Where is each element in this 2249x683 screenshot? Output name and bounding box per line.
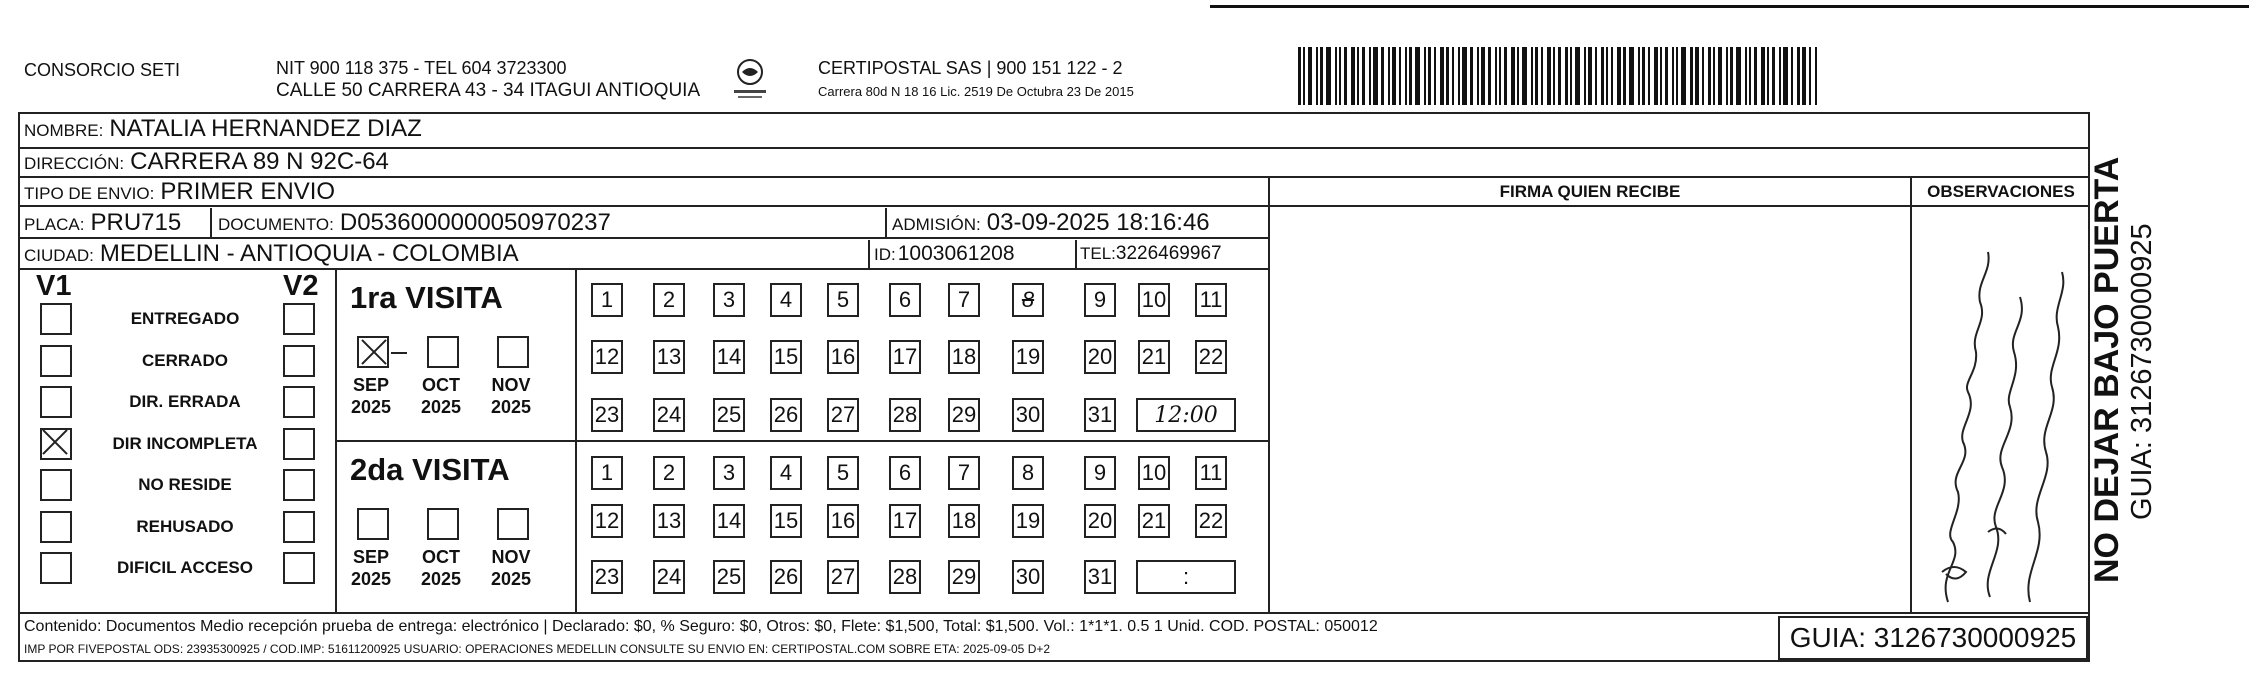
day-box[interactable]: 11	[1195, 283, 1227, 317]
day-box[interactable]: 22	[1195, 504, 1227, 538]
status-label: CERRADO	[142, 351, 228, 370]
status-label: DIR INCOMPLETA	[112, 434, 258, 453]
month-year: 2025	[350, 397, 392, 417]
day-box[interactable]: 15	[770, 340, 802, 374]
barcode-bar	[1558, 47, 1561, 105]
barcode-bar	[1676, 47, 1678, 105]
day-box[interactable]: 27	[827, 398, 859, 432]
status-v1-checkbox[interactable]	[40, 345, 72, 377]
barcode-bar	[1584, 47, 1586, 105]
month-name: OCT	[422, 547, 460, 567]
month-checkbox[interactable]	[497, 336, 529, 368]
no-dejar-warning: NO DEJAR BAJO PUERTA	[2088, 156, 2126, 583]
barcode-bar	[1761, 47, 1765, 105]
barcode-bar	[1783, 47, 1788, 105]
side-guia: GUIA: 3126730000925	[2126, 223, 2158, 520]
day-box[interactable]: 19	[1012, 504, 1044, 538]
nombre-label: NOMBRE:	[24, 121, 104, 140]
placa-label: PLACA:	[24, 215, 85, 234]
barcode-bar	[1638, 47, 1640, 105]
company-name: CONSORCIO SETI	[24, 60, 181, 80]
status-v2-checkbox[interactable]	[283, 428, 315, 460]
barcode-bar	[1298, 47, 1301, 105]
time-box[interactable]: :	[1136, 560, 1236, 594]
barcode-bar	[1754, 47, 1757, 105]
day-box[interactable]: 3	[713, 456, 745, 490]
day-box[interactable]: 1	[591, 456, 623, 490]
day-box[interactable]: 9	[1084, 283, 1116, 317]
signature-area[interactable]	[1272, 208, 1908, 610]
day-box[interactable]: 30	[1012, 560, 1044, 594]
barcode-bar	[1531, 47, 1533, 105]
barcode-bar	[1654, 47, 1658, 105]
admision-label: ADMISIÓN:	[892, 215, 981, 234]
barcode-bar	[1708, 47, 1711, 105]
month-name: NOV	[491, 375, 531, 395]
day-box[interactable]: 25	[713, 560, 745, 594]
day-box[interactable]: 4	[770, 456, 802, 490]
barcode-bar	[1726, 47, 1728, 105]
month-label	[481, 374, 541, 418]
visit-title: 1ra VISITA	[350, 280, 503, 315]
day-box[interactable]: 24	[653, 398, 685, 432]
day-box[interactable]: 23	[591, 560, 623, 594]
month-name: SEP	[352, 375, 390, 395]
day-box[interactable]: 13	[653, 504, 685, 538]
month-year: 2025	[420, 569, 462, 589]
barcode-bar	[1547, 47, 1551, 105]
handwritten-observation-icon	[1918, 212, 2088, 610]
direccion-label: DIRECCIÓN:	[24, 154, 125, 173]
barcode-bar	[1481, 47, 1485, 105]
month-checkbox[interactable]	[497, 508, 529, 540]
barcode-bar	[1373, 47, 1378, 105]
tipo-label: TIPO DE ENVIO:	[24, 184, 155, 203]
barcode-bar	[1629, 47, 1634, 105]
day-box[interactable]: 1	[591, 283, 623, 317]
day-box[interactable]: 11	[1195, 456, 1227, 490]
day-box[interactable]: 21	[1138, 340, 1170, 374]
day-box[interactable]: 23	[591, 398, 623, 432]
status-v2-checkbox[interactable]	[283, 469, 315, 501]
month-label	[411, 546, 471, 590]
barcode-bar	[1570, 47, 1572, 105]
status-v2-checkbox[interactable]	[283, 345, 315, 377]
barcode-bar	[1511, 47, 1515, 105]
barcode-bar	[1535, 47, 1538, 105]
day-box[interactable]: 10	[1138, 283, 1170, 317]
observaciones-header: OBSERVACIONES	[1927, 182, 2075, 201]
barcode-bar	[1339, 47, 1341, 105]
day-box[interactable]: 5	[827, 283, 859, 317]
barcode-bar	[1541, 47, 1543, 105]
status-label: ENTREGADO	[130, 309, 240, 328]
day-box[interactable]: 31	[1084, 560, 1116, 594]
nombre-value: NATALIA HERNANDEZ DIAZ	[109, 115, 422, 142]
barcode-bar	[1749, 47, 1751, 105]
day-box[interactable]: 15	[770, 504, 802, 538]
address-line: CALLE 50 CARRERA 43 - 34 ITAGUI ANTIOQUIA	[276, 80, 701, 101]
barcode-bar	[1690, 47, 1693, 105]
v2-header: V2	[283, 270, 319, 302]
barcode-bar	[1617, 47, 1621, 105]
status-v1-checkbox[interactable]	[40, 469, 72, 501]
status-label: DIFICIL ACCESO	[116, 558, 253, 577]
status-v1-checkbox[interactable]	[40, 552, 72, 584]
barcode-bar	[1458, 47, 1460, 105]
contenido-text: Contenido: Documentos Medio recepción prueba de entrega: electrónico | Declarado: $0, % Seguro: $0, Otros: $0, Flete: $1,500, Total: $1,500. Vol.: 1*1*1. 0.5 1 Unid. COD. POSTAL: 050012	[24, 618, 1378, 635]
day-box[interactable]: 17	[889, 504, 921, 538]
barcode-bar	[1517, 47, 1519, 105]
barcode-bar	[1399, 47, 1401, 105]
direccion-row	[24, 148, 389, 176]
tipo-row	[24, 178, 335, 206]
day-box[interactable]: 13	[653, 340, 685, 374]
barcode-bar	[1470, 47, 1473, 105]
month-checkbox[interactable]	[357, 508, 389, 540]
barcode-bar	[1446, 47, 1449, 105]
barcode-bar	[1357, 47, 1359, 105]
status-v2-checkbox[interactable]	[283, 511, 315, 543]
month-checkbox[interactable]	[427, 508, 459, 540]
month-name: SEP	[352, 547, 390, 567]
barcode-bar	[1736, 47, 1741, 105]
month-checkbox[interactable]	[427, 336, 459, 368]
barcode-bar	[1767, 47, 1769, 105]
certipostal-line: CERTIPOSTAL SAS | 900 151 122 - 2	[818, 58, 1123, 78]
day-box[interactable]: 31	[1084, 398, 1116, 432]
status-v1-checkbox[interactable]	[40, 386, 72, 418]
day-box[interactable]: 12	[591, 340, 623, 374]
admision-row	[892, 209, 1210, 237]
barcode-bar	[1779, 47, 1781, 105]
barcode-bar	[1462, 47, 1467, 105]
day-box[interactable]: 22	[1195, 340, 1227, 374]
barcode-bar	[1452, 47, 1454, 105]
barcode-bar	[1611, 47, 1613, 105]
ciudad-label: CIUDAD:	[24, 246, 94, 265]
day-box[interactable]: 14	[713, 504, 745, 538]
barcode-bar	[1713, 47, 1715, 105]
barcode-bar	[1335, 47, 1337, 105]
status-v1-checkbox[interactable]	[40, 511, 72, 543]
day-box[interactable]: 6	[889, 456, 921, 490]
month-year: 2025	[490, 397, 532, 417]
day-box[interactable]: 4	[770, 283, 802, 317]
check-x-icon	[40, 428, 72, 460]
day-box[interactable]: 7	[948, 456, 980, 490]
tel-value: 3226469967	[1115, 243, 1222, 264]
ciudad-row	[24, 240, 519, 268]
month-name: OCT	[422, 375, 460, 395]
barcode-bar	[1553, 47, 1555, 105]
barcode-bar	[1392, 47, 1396, 105]
day-box[interactable]: 5	[827, 456, 859, 490]
day-box[interactable]: 16	[827, 504, 859, 538]
barcode-bar	[1308, 47, 1312, 105]
barcode-bar	[1504, 47, 1507, 105]
license-line: Carrera 80d N 18 16 Lic. 2519 De Octubra 23 De 2015	[818, 84, 1134, 99]
day-box[interactable]: 2	[653, 456, 685, 490]
month-year: 2025	[490, 569, 532, 589]
barcode-bar	[1642, 47, 1645, 105]
connector-line	[391, 352, 407, 354]
status-v2-checkbox[interactable]	[283, 386, 315, 418]
day-box[interactable]: 28	[889, 560, 921, 594]
barcode-bar	[1351, 47, 1355, 105]
tel-row	[1080, 243, 1222, 265]
admision-value: 03-09-2025 18:16:46	[986, 209, 1210, 236]
status-label: DIR. ERRADA	[129, 392, 241, 411]
day-box[interactable]: 28	[889, 398, 921, 432]
day-box[interactable]: 27	[827, 560, 859, 594]
barcode-bar	[1405, 47, 1407, 105]
month-name: NOV	[491, 547, 531, 567]
id-label: ID:	[874, 245, 896, 264]
status-v1-checkbox[interactable]	[40, 428, 72, 460]
barcode-bar	[1316, 47, 1318, 105]
status-v2-checkbox[interactable]	[283, 552, 315, 584]
barcode-bar	[1381, 47, 1384, 105]
documento-value: D0536000000050970237	[339, 209, 611, 236]
barcode-bar	[1477, 47, 1479, 105]
barcode-bar	[1660, 47, 1662, 105]
day-box[interactable]: 17	[889, 340, 921, 374]
day-box[interactable]: 21	[1138, 504, 1170, 538]
month-label	[411, 374, 471, 418]
barcode-bar	[1588, 47, 1592, 105]
day-box[interactable]: 26	[770, 398, 802, 432]
day-box[interactable]: 18	[948, 340, 980, 374]
barcode-bar	[1797, 47, 1800, 105]
barcode-bar	[1606, 47, 1608, 105]
barcode-bar	[1772, 47, 1775, 105]
tel-label: TEL:	[1080, 244, 1116, 263]
barcode-bar	[1745, 47, 1747, 105]
month-label	[341, 374, 401, 418]
barcode-bar	[1303, 47, 1305, 105]
barcode-bar	[1440, 47, 1444, 105]
documento-row	[218, 209, 611, 237]
visit-title: 2da VISITA	[350, 452, 510, 487]
barcode-bar	[1522, 47, 1527, 105]
day-box[interactable]: 8	[1012, 456, 1044, 490]
barcode-bar	[1702, 47, 1704, 105]
barcode-bar	[1428, 47, 1431, 105]
firma-header: FIRMA QUIEN RECIBE	[1499, 182, 1681, 201]
guia-box: GUIA: 3126730000925	[1778, 616, 2088, 660]
id-value: 1003061208	[897, 242, 1015, 265]
barcode-bar	[1695, 47, 1699, 105]
barcode-bar	[1809, 47, 1811, 105]
barcode-bar	[1648, 47, 1650, 105]
barcode-bar	[1495, 47, 1497, 105]
status-label: NO RESIDE	[138, 475, 232, 494]
barcode-bar	[1681, 47, 1686, 105]
barcode-bar	[1815, 47, 1817, 105]
barcode-bar	[1499, 47, 1501, 105]
barcode-bar	[1362, 47, 1365, 105]
day-box[interactable]: 20	[1084, 504, 1116, 538]
month-label	[341, 546, 401, 590]
day-box[interactable]: 20	[1084, 340, 1116, 374]
top-rule	[1210, 5, 2249, 8]
barcode-bar	[1601, 47, 1604, 105]
day-box[interactable]: 2	[653, 283, 685, 317]
barcode-bar	[1320, 47, 1323, 105]
barcode-bar	[1388, 47, 1390, 105]
day-box[interactable]: 26	[770, 560, 802, 594]
day-box[interactable]: 8	[1012, 283, 1044, 317]
barcode-bar	[1344, 47, 1347, 105]
barcode-bar	[1326, 47, 1331, 105]
month-year: 2025	[350, 569, 392, 589]
day-box[interactable]: 6	[889, 283, 921, 317]
day-box[interactable]: 19	[1012, 340, 1044, 374]
barcode-bar	[1369, 47, 1371, 105]
ciudad-value: MEDELLIN - ANTIOQUIA - COLOMBIA	[99, 240, 519, 267]
status-v1-checkbox[interactable]	[40, 303, 72, 335]
month-label	[481, 546, 541, 590]
barcode-bar	[1415, 47, 1420, 105]
month-checkbox[interactable]	[357, 336, 389, 368]
barcode-bar	[1565, 47, 1568, 105]
day-box[interactable]: 29	[948, 398, 980, 432]
barcode-bar	[1434, 47, 1436, 105]
day-box[interactable]: 16	[827, 340, 859, 374]
barcode-bar	[1672, 47, 1674, 105]
documento-label: DOCUMENTO:	[218, 215, 334, 234]
barcode-bar	[1575, 47, 1580, 105]
day-box[interactable]: 30	[1012, 398, 1044, 432]
time-box[interactable]: 12:00	[1136, 398, 1236, 432]
id-row	[874, 242, 1015, 266]
nit-line: NIT 900 118 375 - TEL 604 3723300	[276, 58, 567, 78]
direccion-value: CARRERA 89 N 92C-64	[130, 148, 389, 175]
barcode-bar	[1802, 47, 1806, 105]
imp-text: IMP POR FIVEPOSTAL ODS: 23935300925 / COD.IMP: 51611200925 USUARIO: OPERACIONES MEDELLIN CONSULTE SU ENVIO EN: CERTIPOSTAL.COM SOBRE ETA: 2025-09-05 D+2	[24, 642, 1051, 656]
month-year: 2025	[420, 397, 462, 417]
barcode-bar	[1623, 47, 1626, 105]
status-label: REHUSADO	[136, 517, 234, 536]
day-box[interactable]: 7	[948, 283, 980, 317]
barcode-bar	[1424, 47, 1426, 105]
day-box[interactable]: 24	[653, 560, 685, 594]
day-box[interactable]: 9	[1084, 456, 1116, 490]
tipo-value: PRIMER ENVIO	[160, 178, 336, 205]
barcode-bar	[1718, 47, 1722, 105]
barcode-bar	[1730, 47, 1733, 105]
day-box[interactable]: 10	[1138, 456, 1170, 490]
day-box[interactable]: 18	[948, 504, 980, 538]
barcode-icon	[1298, 47, 1940, 105]
v1-header: V1	[36, 270, 72, 302]
day-box[interactable]: 12	[591, 504, 623, 538]
day-box[interactable]: 3	[713, 283, 745, 317]
barcode-bar	[1595, 47, 1597, 105]
placa-value: PRU715	[90, 209, 182, 236]
day-box[interactable]: 14	[713, 340, 745, 374]
day-box[interactable]: 25	[713, 398, 745, 432]
barcode-bar	[1409, 47, 1412, 105]
barcode-bar	[1488, 47, 1491, 105]
barcode-bar	[1791, 47, 1793, 105]
postal-logo-icon	[730, 58, 770, 102]
barcode-bar	[1665, 47, 1668, 105]
day-box[interactable]: 29	[948, 560, 980, 594]
status-v2-checkbox[interactable]	[283, 303, 315, 335]
placa-row	[24, 209, 181, 237]
nombre-row	[24, 115, 422, 143]
